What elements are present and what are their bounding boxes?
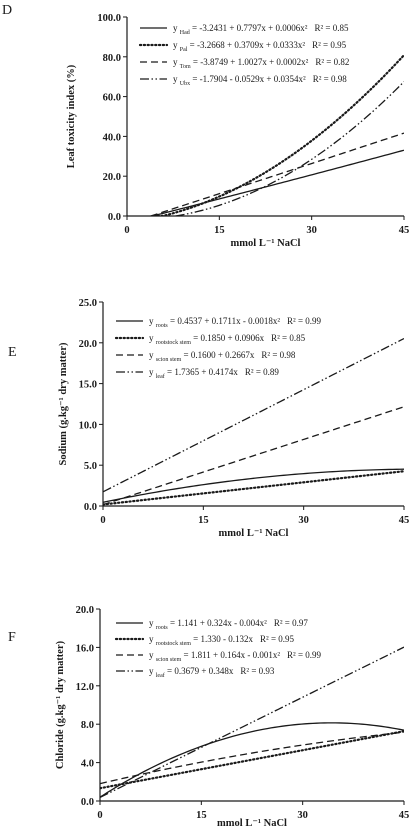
y-tick-label: 8.0 (80, 720, 94, 732)
y-tick-label: 80.0 (102, 52, 121, 64)
series-line-roots (100, 723, 404, 797)
legend-entry: y $_{roots}$ = 0.4537 + 0.1711x - 0.0018x² R² = 0.99 (149, 316, 322, 329)
series-line-roots (103, 469, 404, 502)
legend-entry: y $_{roots}$ = 1.141 + 0.324x - 0.004x² R² = 0.97 (149, 618, 308, 631)
x-tick-label: 0 (100, 515, 106, 526)
x-axis-label: mmol L⁻¹ NaCl (230, 238, 301, 249)
chart-panel-e (8, 298, 409, 539)
y-axis-label: Leaf toxicity index (%) (66, 64, 77, 169)
series-line-Had (152, 150, 404, 216)
legend-entry: y $_{Ubx}$ = -1.7904 - 0.0529x + 0.0354x² R² = 0.98 (173, 74, 347, 87)
y-tick-label: 100.0 (97, 13, 121, 24)
y-tick-label: 20.0 (102, 172, 121, 184)
y-tick-label: 0.0 (83, 502, 97, 513)
y-tick-label: 40.0 (102, 132, 121, 144)
x-tick-label: 45 (398, 225, 410, 236)
chart-panel-f (8, 605, 409, 828)
legend-entry: y $_{Had}$ = -3.2431 + 0.7797x + 0.0006x² R² = 0.85 (173, 23, 349, 36)
legend-entry: y $_{rootstock stem}$ = 1.330 - 0.132x R² = 0.95 (149, 634, 295, 647)
x-tick-label: 0 (124, 225, 130, 236)
legend-entry: y $_{Pal}$ = -3.2668 + 0.3709x + 0.0333x² R² = 0.95 (173, 40, 347, 53)
legend-entry: y $_{scion stem}$ = 1.811 + 0.164x - 0.001x² R² = 0.99 (149, 650, 322, 663)
y-tick-label: 20.0 (75, 605, 94, 616)
x-axis-label: mmol L⁻¹ NaCl (217, 818, 287, 828)
series-line-scion-stem (103, 407, 404, 505)
x-tick-label: 0 (97, 810, 103, 821)
series-line-Ubx (176, 82, 404, 216)
y-tick-label: 4.0 (80, 758, 94, 770)
legend-entry: y $_{rootstock stem}$ = 0.1850 + 0.0906x R² = 0.85 (149, 333, 306, 346)
y-axis-label: Sodium (g.kg⁻¹ dry matter) (58, 342, 69, 466)
y-tick-label: 5.0 (83, 461, 97, 473)
legend-entry: y $_{Tom}$ = -3.8749 + 1.0027x + 0.0002x² R² = 0.82 (173, 57, 350, 70)
panel-label: E (8, 345, 17, 360)
panel-label: D (2, 3, 13, 18)
y-tick-label: 0.0 (107, 212, 121, 223)
x-tick-label: 15 (198, 515, 209, 526)
series-line-rootstock-stem (100, 731, 404, 788)
x-tick-label: 15 (214, 225, 225, 236)
panel-label: F (8, 630, 16, 645)
series-line-leaf (103, 339, 404, 492)
y-tick-label: 0.0 (80, 797, 94, 808)
x-tick-label: 30 (306, 225, 317, 236)
series-line-Tom (151, 133, 404, 216)
y-tick-label: 20.0 (78, 338, 97, 350)
y-axis-label: Chloride (g.kg⁻¹ dry matter) (55, 640, 66, 770)
x-tick-label: 45 (398, 810, 410, 821)
y-tick-label: 15.0 (78, 379, 97, 391)
y-tick-label: 10.0 (78, 420, 97, 432)
x-tick-label: 30 (298, 515, 309, 526)
y-tick-label: 16.0 (75, 643, 94, 655)
x-tick-label: 15 (196, 810, 207, 821)
y-tick-label: 12.0 (75, 681, 94, 693)
legend-entry: y $_{scion stem}$ = 0.1600 + 0.2667x R² = 0.98 (149, 350, 296, 363)
x-axis-label: mmol L⁻¹ NaCl (218, 528, 289, 539)
y-tick-label: 60.0 (102, 92, 121, 104)
legend-entry: y $_{leaf}$ = 0.3679 + 0.348x R² = 0.93 (149, 666, 275, 679)
series-line-rootstock-stem (103, 471, 404, 504)
y-tick-label: 25.0 (78, 298, 97, 309)
chart-panel-d (2, 3, 409, 249)
legend-entry: y $_{leaf}$ = 1.7365 + 0.4174x R² = 0.89 (149, 367, 279, 380)
x-tick-label: 45 (398, 515, 410, 526)
x-tick-label: 30 (297, 810, 308, 821)
